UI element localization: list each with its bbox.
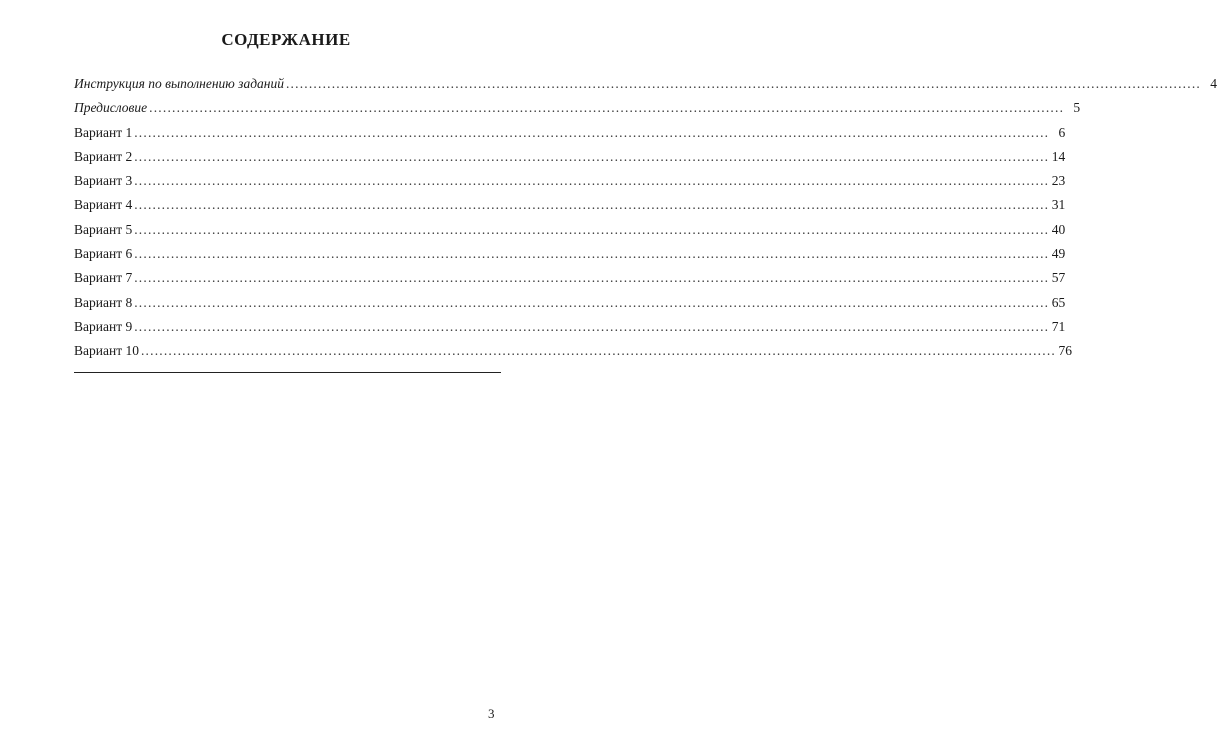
toc-entry-label: Вариант 4 [74,197,133,213]
toc-entry [74,74,1217,98]
toc-entry-label: Вариант 7 [74,270,133,286]
toc-entry-label: Вариант 3 [74,173,133,189]
toc-entry [74,293,1066,317]
toc-entry-page: 76 [1058,343,1072,359]
toc-entry [74,98,1081,122]
toc-dot-leader: ........................................................................................................................................................................................................ [134,124,1050,140]
toc-entry-page: 49 [1051,246,1066,262]
page-title: СОДЕРЖАНИЕ [221,30,351,49]
table-of-contents [74,74,1217,366]
toc-dot-leader: ........................................................................................................................................................................................................ [134,318,1050,334]
toc-entry-label: Вариант 9 [74,318,133,334]
toc-entry [74,268,1066,292]
toc-entry-page: 14 [1051,148,1066,164]
page-number: 3 [488,706,495,721]
toc-entry-page: 40 [1051,221,1066,237]
toc-entry-page: 31 [1051,197,1066,213]
toc-dot-leader: ........................................................................................................................................................................................................ [134,270,1050,286]
toc-entry-label: Вариант 5 [74,221,133,237]
toc-entry [74,220,1066,244]
toc-dot-leader: ........................................................................................................................................................................................................ [140,343,1056,359]
toc-entry-label: Предисловие [74,100,148,116]
toc-entry-label: Вариант 10 [74,343,139,359]
toc-entry [74,147,1066,171]
toc-dot-leader: ........................................................................................................................................................................................................ [134,294,1050,310]
toc-entry [74,171,1066,195]
toc-entry-page: 4 [1210,76,1217,91]
toc-entry-page: 57 [1051,270,1066,286]
toc-dot-leader: ........................................................................................................................................................................................................ [134,221,1050,237]
toc-entry-page: 23 [1051,173,1066,189]
toc-dot-leader: ........................................................................................................................................................................................................ [149,100,1065,116]
toc-entry [74,341,1072,365]
toc-entry-label: Вариант 6 [74,246,133,262]
toc-entry [74,244,1066,268]
toc-dot-leader: ........................................................................................................................................................................................................ [134,148,1050,164]
toc-entry-label: Вариант 8 [74,294,133,310]
toc-dot-leader: ........................................................................................................................................................................................................ [134,173,1050,189]
toc-dot-leader: ........................................................................................................................................................................................................ [134,246,1050,262]
toc-entry-page: 5 [1073,100,1081,116]
toc-entry-page: 71 [1051,318,1066,334]
toc-entry-label: Инструкция по выполнению заданий [74,76,284,91]
toc-entry-page: 6 [1058,124,1066,140]
toc-entry [74,317,1066,341]
toc-entry-page: 65 [1051,294,1066,310]
toc-dot-leader: ........................................................................................................................................................................................................ [285,76,1201,91]
toc-entry-label: Вариант 2 [74,148,133,164]
toc-entry [74,195,1066,219]
toc-dot-leader: ........................................................................................................................................................................................................ [134,197,1050,213]
horizontal-rule [74,372,501,373]
toc-entry [74,123,1066,147]
toc-entry-label: Вариант 1 [74,124,133,140]
